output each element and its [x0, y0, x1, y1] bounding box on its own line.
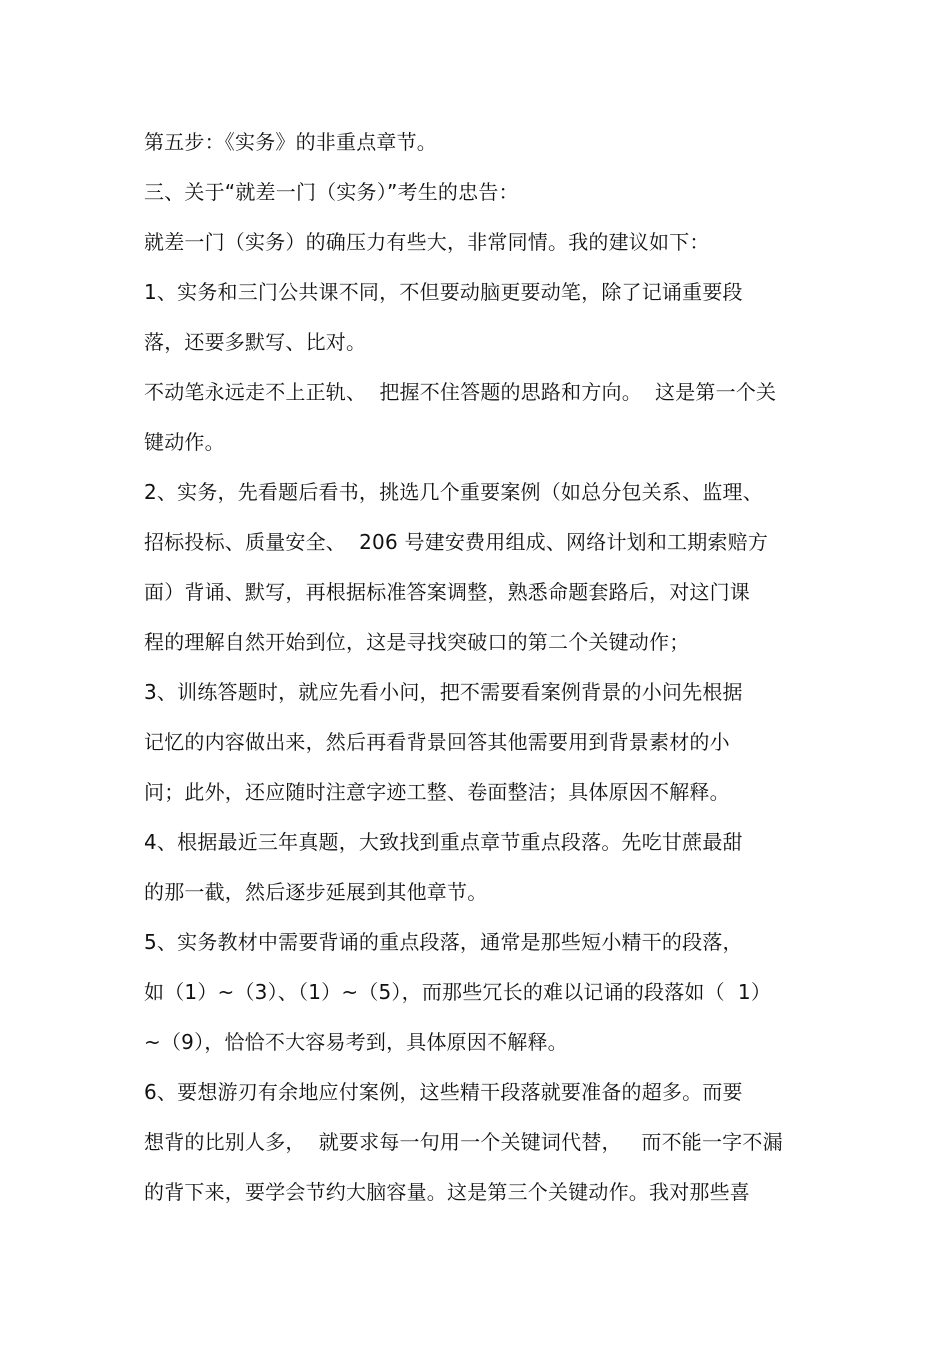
- text-line: 的那一截，然后逐步延展到其他章节。: [144, 880, 488, 904]
- text-line: 三、关于“就差一门（实务）”考生的忠告：: [144, 180, 519, 204]
- text-line: 1、实务和三门公共课不同，不但要动脑更要动笔，除了记诵重要段: [144, 280, 743, 304]
- text-line: 4、根据最近三年真题，大致找到重点章节重点段落。先吃甘蔗最甜: [144, 830, 743, 854]
- text-line: ~（9），恰恰不大容易考到，具体原因不解释。: [144, 1030, 568, 1054]
- text-line: 5、实务教材中需要背诵的重点段落，通常是那些短小精干的段落，: [144, 930, 743, 954]
- text-line: 落，还要多默写、比对。: [144, 330, 367, 354]
- text-line: 面）背诵、默写，再根据标准答案调整，熟悉命题套路后，对这门课: [144, 580, 750, 604]
- text-line: 想背的比别人多， 就要求每一句用一个关键词代替， 而不能一字不漏: [144, 1130, 783, 1154]
- text-line: 记忆的内容做出来，然后再看背景回答其他需要用到背景素材的小: [144, 730, 730, 754]
- text-line: 招标投标、质量安全、 206 号建安费用组成、网络计划和工期索赔方: [144, 530, 769, 554]
- text-line: 键动作。: [144, 430, 225, 454]
- text-line: 不动笔永远走不上正轨、 把握不住答题的思路和方向。 这是第一个关: [144, 380, 777, 404]
- text-line: 的背下来，要学会节约大脑容量。这是第三个关键动作。我对那些喜: [144, 1180, 750, 1204]
- text-line: 问；此外，还应随时注意字迹工整、卷面整洁；具体原因不解释。: [144, 780, 730, 804]
- text-line: 2、实务，先看题后看书，挑选几个重要案例（如总分包关系、监理、: [144, 480, 763, 504]
- text-line: 程的理解自然开始到位，这是寻找突破口的第二个关键动作；: [144, 630, 690, 654]
- text-line: 第五步：《实务》的非重点章节。: [144, 130, 437, 154]
- text-line: 6、要想游刃有余地应付案例，这些精干段落就要准备的超多。而要: [144, 1080, 743, 1104]
- text-line: 就差一门（实务）的确压力有些大，非常同情。我的建议如下：: [144, 230, 710, 254]
- text-line: 如（1）~（3）、（1）~（5），而那些冗长的难以记诵的段落如（ 1）: [144, 980, 772, 1004]
- text-line: 3、训练答题时，就应先看小问，把不需要看案例背景的小问先根据: [144, 680, 743, 704]
